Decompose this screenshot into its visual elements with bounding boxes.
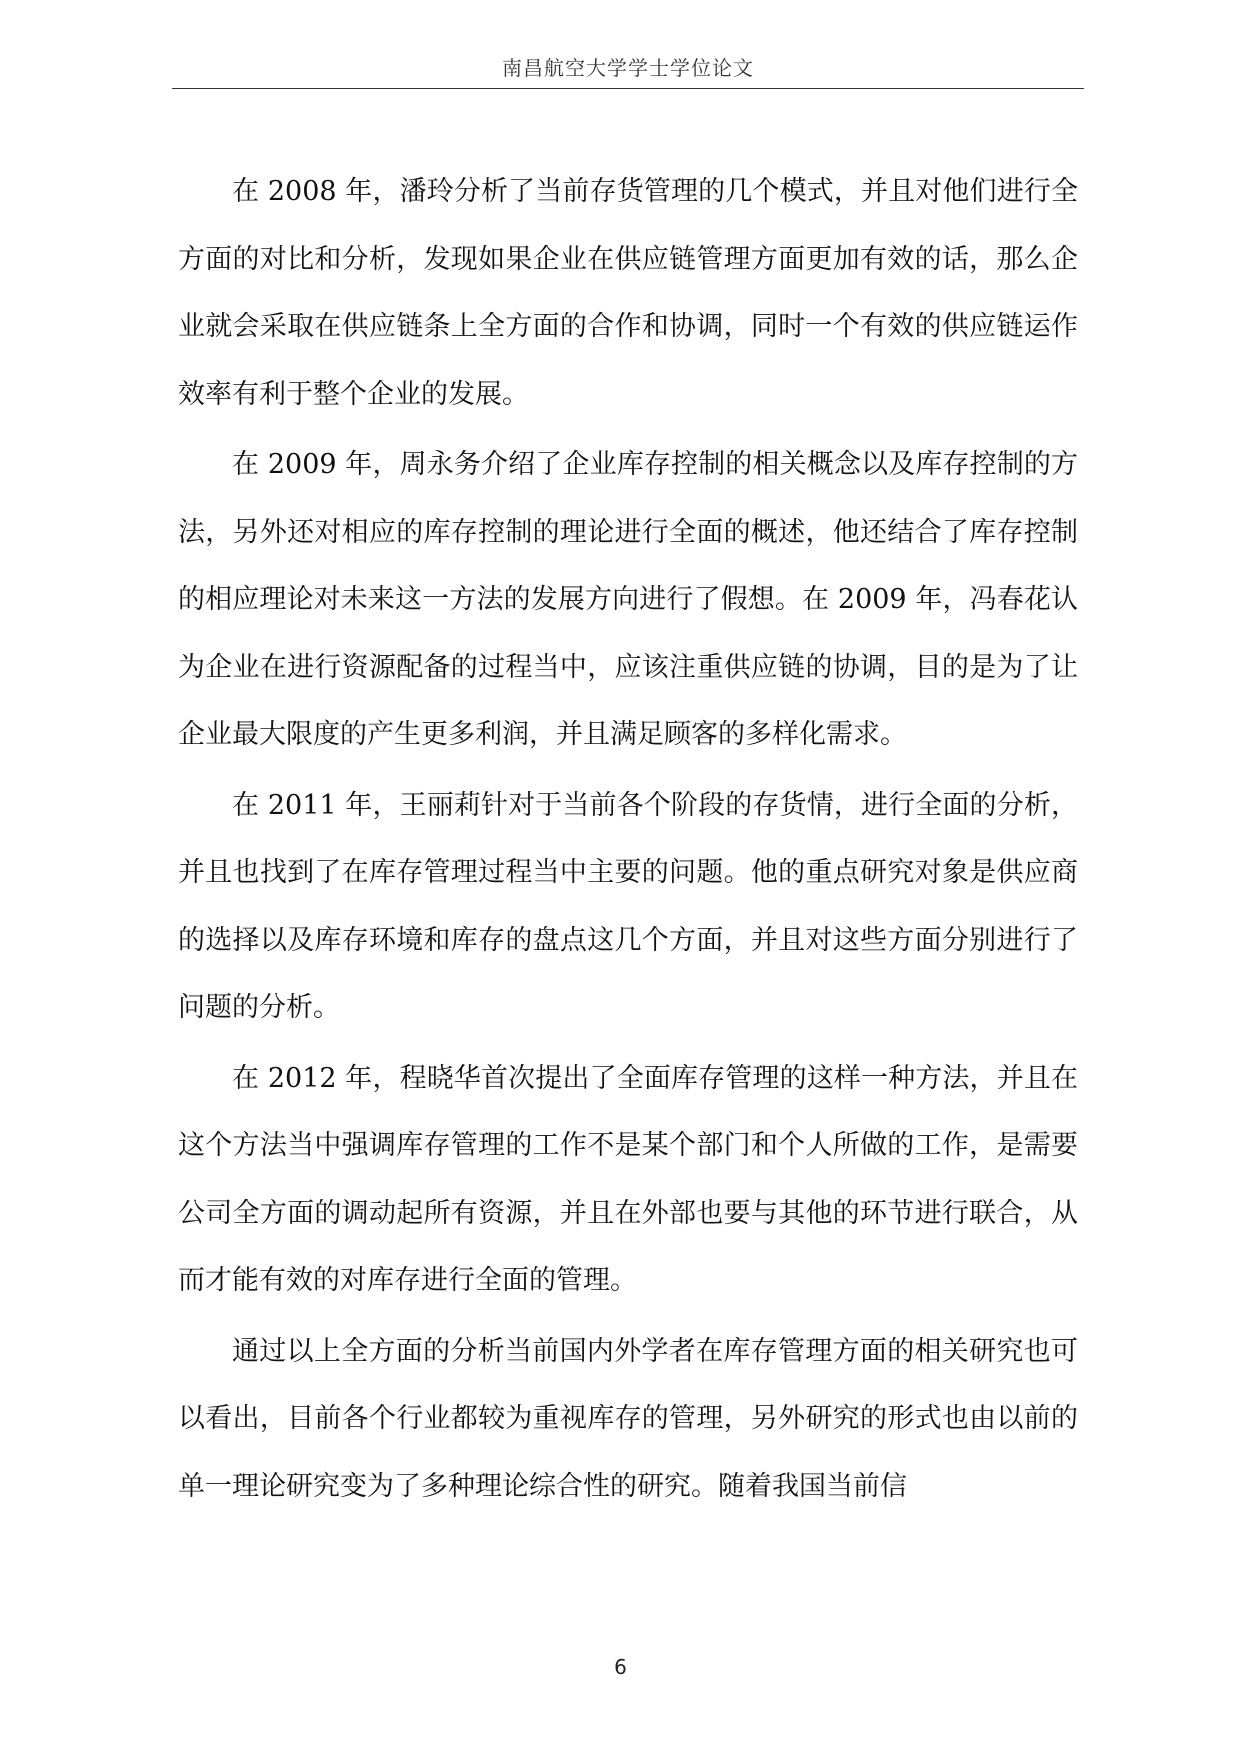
page-header-title: 南昌航空大学学士学位论文 — [502, 56, 754, 80]
body-text — [178, 158, 1078, 1523]
page-number: 6 — [614, 1655, 627, 1679]
paragraph-2009: 在 2009 年，周永务介绍了企业库存控制的相关概念以及库存控制的方法，另外还对相应的库存控制的理论进行全面的概述，他还结合了库存控制的相应理论对未来这一方法的发展方向进行了假想。在 2009 年，冯春花认为企业在进行资源配备的过程当中，应该注重供应链的协调，目的是为了让企业最大限度的产生更多利润，并且满足顾客的多样化需求。 — [178, 449, 1078, 750]
paragraph-2008: 在 2008 年，潘玲分析了当前存货管理的几个模式，并且对他们进行全方面的对比和分析，发现如果企业在供应链管理方面更加有效的话，那么企业就会采取在供应链条上全方面的合作和协调，同时一个有效的供应链运作效率有利于整个企业的发展。 — [178, 176, 1078, 410]
paragraph-2011: 在 2011 年，王丽莉针对于当前各个阶段的存货情，进行全面的分析，并且也找到了在库存管理过程当中主要的问题。他的重点研究对象是供应商的选择以及库存环境和库存的盘点这几个方面，并且对这些方面分别进行了问题的分析。 — [178, 789, 1078, 1023]
header-divider — [172, 88, 1084, 89]
paragraph-2012: 在 2012 年，程晓华首次提出了全面库存管理的这样一种方法，并且在这个方法当中强调库存管理的工作不是某个部门和个人所做的工作，是需要公司全方面的调动起所有资源，并且在外部也要与其他的环节进行联合，从而才能有效的对库存进行全面的管理。 — [178, 1062, 1078, 1296]
paragraph-summary: 通过以上全方面的分析当前国内外学者在库存管理方面的相关研究也可以看出，目前各个行业都较为重视库存的管理，另外研究的形式也由以前的单一理论研究变为了多种理论综合性的研究。随着我国当前信 — [178, 1335, 1078, 1502]
